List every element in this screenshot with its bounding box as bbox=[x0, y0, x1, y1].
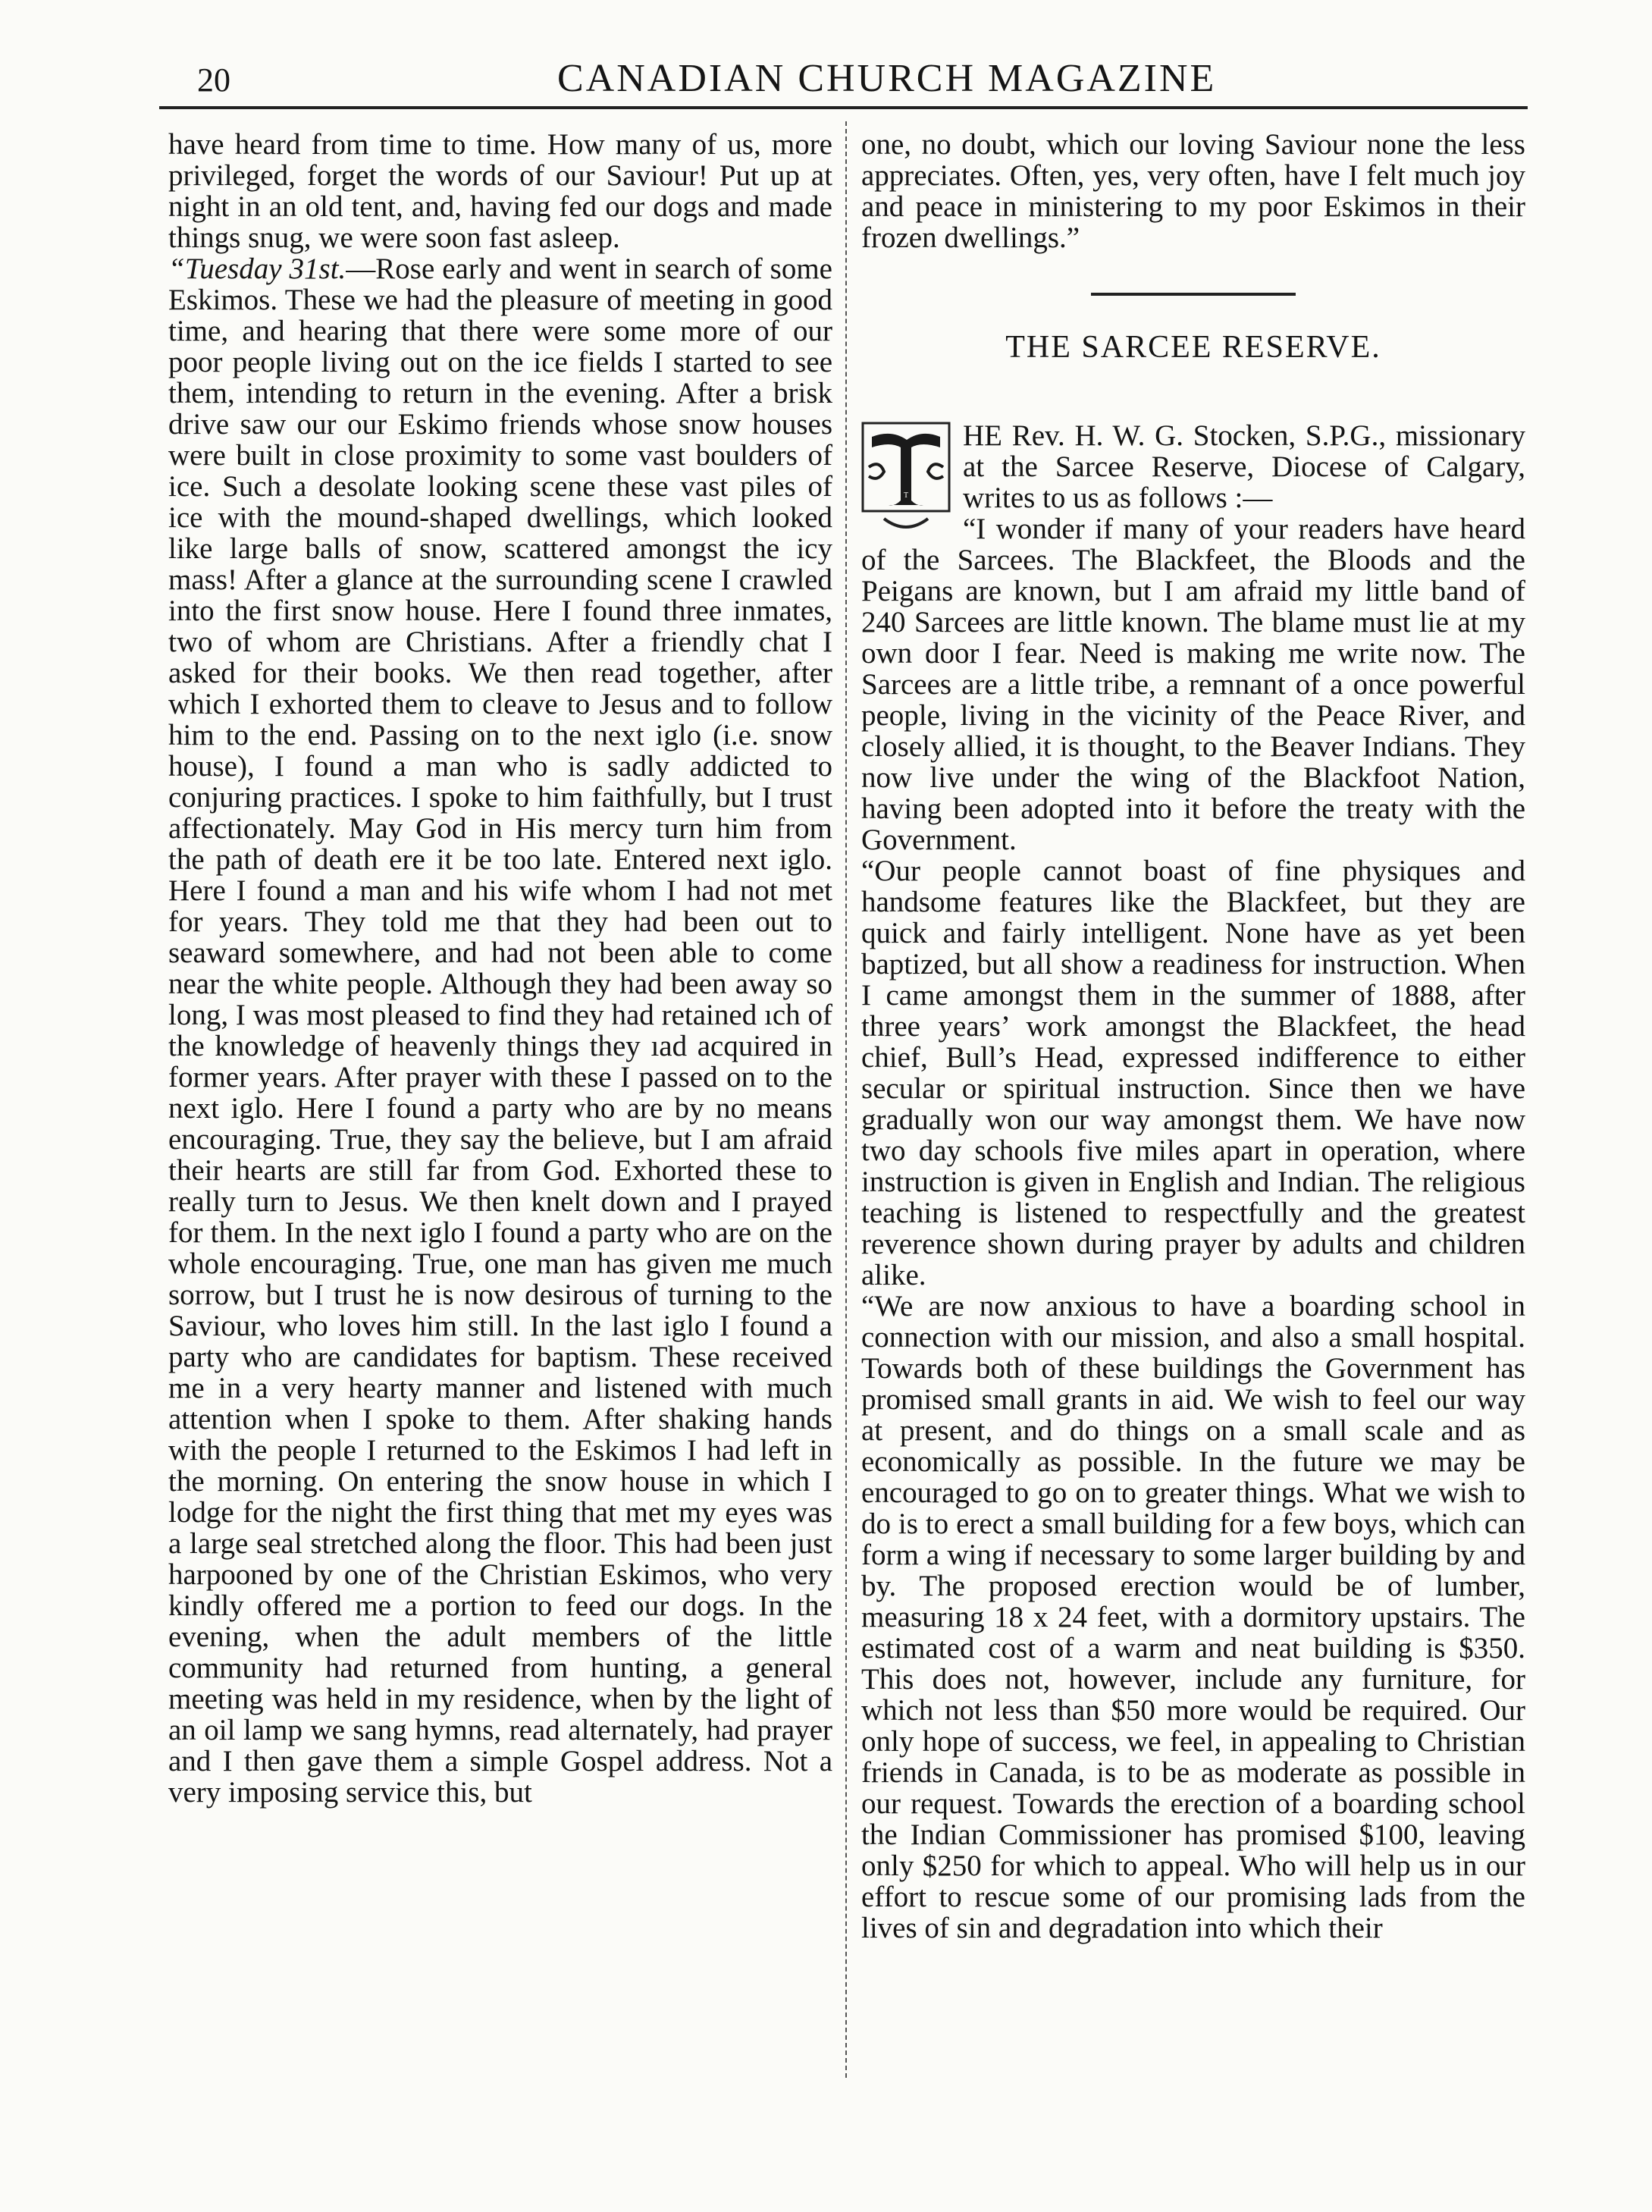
dropcap-ornament-icon bbox=[861, 422, 951, 535]
diary-date: “Tuesday 31st. bbox=[168, 253, 346, 285]
dropcap-letter: T bbox=[903, 491, 909, 500]
right-paragraph-4: “Our people cannot boast of fine physiques and handsome features like the Blackfeet, but they are quick and fairly intelligent. None have as yet been baptized, but all show a readiness for instruction. When I came amongst them in the summer of 1888, after three years’ work amongst the Blackfeet, the head chief, Bull’s Head, expressed indifference to either secular or spiritual instruction. Since then we have gradually won our way amongst them. We have now two day schools five miles apart in operation, where instruction is given in English and Indian. The religious teaching is listened to respectfully and the greatest reverence shown during prayer by adults and children alike. bbox=[861, 855, 1525, 1291]
page-number: 20 bbox=[197, 61, 230, 99]
right-paragraph-1: one, no doubt, which our loving Saviour none the less appreciates. Often, yes, very often, have I felt much joy and peace in ministering to my poor Eskimos in their frozen dwellings.” bbox=[861, 129, 1525, 254]
section-title: THE SARCEE RESERVE. bbox=[1005, 330, 1381, 365]
right-paragraph-3: “I wonder if many of your readers have heard of the Sarcees. The Blackfeet, the Bloods and the Peigans are known, but I am afraid my little band of 240 Sarcees are little known. The blame must lie at my own door I fear. Need is making me write now. The Sarcees are a little tribe, a remnant of a once powerful people, living in the vicinity of the Peace River, and closely allied, it is thought, to the Beaver Indians. They now live under the wing of the Blackfoot Nation, having been adopted into it before the treaty with the Government. bbox=[861, 513, 1525, 856]
right-paragraph-5: “We are now anxious to have a boarding school in connection with our mission, and also a small hospital. Towards both of these buildings the Government has promised small grants in aid. We wish to feel our way at present, and do things on a small scale and as economically as possible. In the future we may be encouraged to go on to greater things. What we wish to do is to erect a small building for a few boys, which can form a wing if necessary to some larger building by and by. The proposed erection would be of lumber, measuring 18 x 24 feet, with a dormitory upstairs. The estimated cost of a warm and neat building is $350. This does not, however, include any furniture, for which not less than $50 more would be required. Our only hope of success, we feel, in appealing to Christian friends in Canada, is to be as moderate as possible in our request. Towards the erection of a boarding school the Indian Commissioner has promised $100, leaving only $250 for which to appeal. Who will help us in our effort to rescue some of our promising lads from the lives of sin and degradation into which their bbox=[861, 1290, 1525, 1944]
section-rule bbox=[1091, 293, 1296, 296]
running-title: CANADIAN CHURCH MAGAZINE bbox=[557, 57, 1217, 100]
right-paragraph-2 bbox=[861, 389, 1525, 513]
header-rule bbox=[159, 106, 1528, 109]
left-paragraph-1: have heard from time to time. How many of us, more privileged, forget the words of our Saviour! Put up at night in an old tent, and, having fed our dogs and made things snug, we were soon fast asleep. bbox=[168, 129, 832, 254]
left-paragraph-2 bbox=[168, 253, 832, 1808]
column-divider bbox=[845, 121, 847, 2078]
diary-entry: —Rose early and went in search of some Eskimos. These we had the pleasure of meeting in good time, and hearing that there were some more of our poor people living out on the ice fields I started to see them, intending to return in the evening. After a brisk drive saw our our Eskimo friends whose snow houses were built in close proximity to some vast boulders of ice. Such a desolate looking scene these vast piles of ice with the mound-shaped dwellings, which looked like large balls of snow, scattered amongst the icy mass! After a glance at the surrounding scene I crawled into the first snow house. Here I found three inmates, two of whom are Christians. After a friendly chat I asked for their books. We then read together, after which I exhorted them to cleave to Jesus and to follow him to the end. Passing on to the next iglo (i.e. snow house), I found a man who is sadly addicted to conjuring practices. I spoke to him faithfully, but I trust affectionately. May God in His mercy turn him from the path of death ere it be too late. Entered next iglo. Here I found a man and his wife whom I had not met for years. They told me that they had been out to seaward somewhere, and had not been able to come near the white people. Although they had been away so long, I was most pleased to find they had retained ıch of the knowledge of heavenly things they ıad acquired in former years. After prayer with these I passed on to the next iglo. Here I found a party who are by no means encouraging. True, they say the believe, but I am afraid their hearts are still far from God. Exhorted these to really turn to Jesus. We then knelt down and I prayed for them. In the next iglo I found a party who are on the whole encouraging. True, one man has given me much sorrow, but I trust he is now desirous of turning to the Saviour, who loves him still. In the last iglo I found a party who are candidates for baptism. These received me in a very hearty manner and listened with much attention when I spoke to them. After shaking hands with the people I returned to the Eskimos I had left in the morning. On entering the snow house in which I lodge for the night the first thing that met my eyes was a large seal stretched along the floor. This had been just harpooned by one of the Christian Eskimos, who very kindly offered me a portion to feed our dogs. In the evening, when the adult members of the little community had returned from hunting, a general meeting was held in my residence, when by the light of an oil lamp we sang hymns, read alternately, had prayer and I then gave them a simple Gospel address. Not a very imposing service this, but bbox=[168, 253, 832, 1809]
sarcee-intro: HE Rev. H. W. G. Stocken, S.P.G., missionary at the Sarcee Reserve, Diocese of Calgary, writes to us as follows :— bbox=[963, 419, 1525, 514]
right-column bbox=[861, 129, 1525, 2040]
left-column bbox=[168, 129, 832, 2040]
page-header bbox=[167, 53, 1524, 114]
